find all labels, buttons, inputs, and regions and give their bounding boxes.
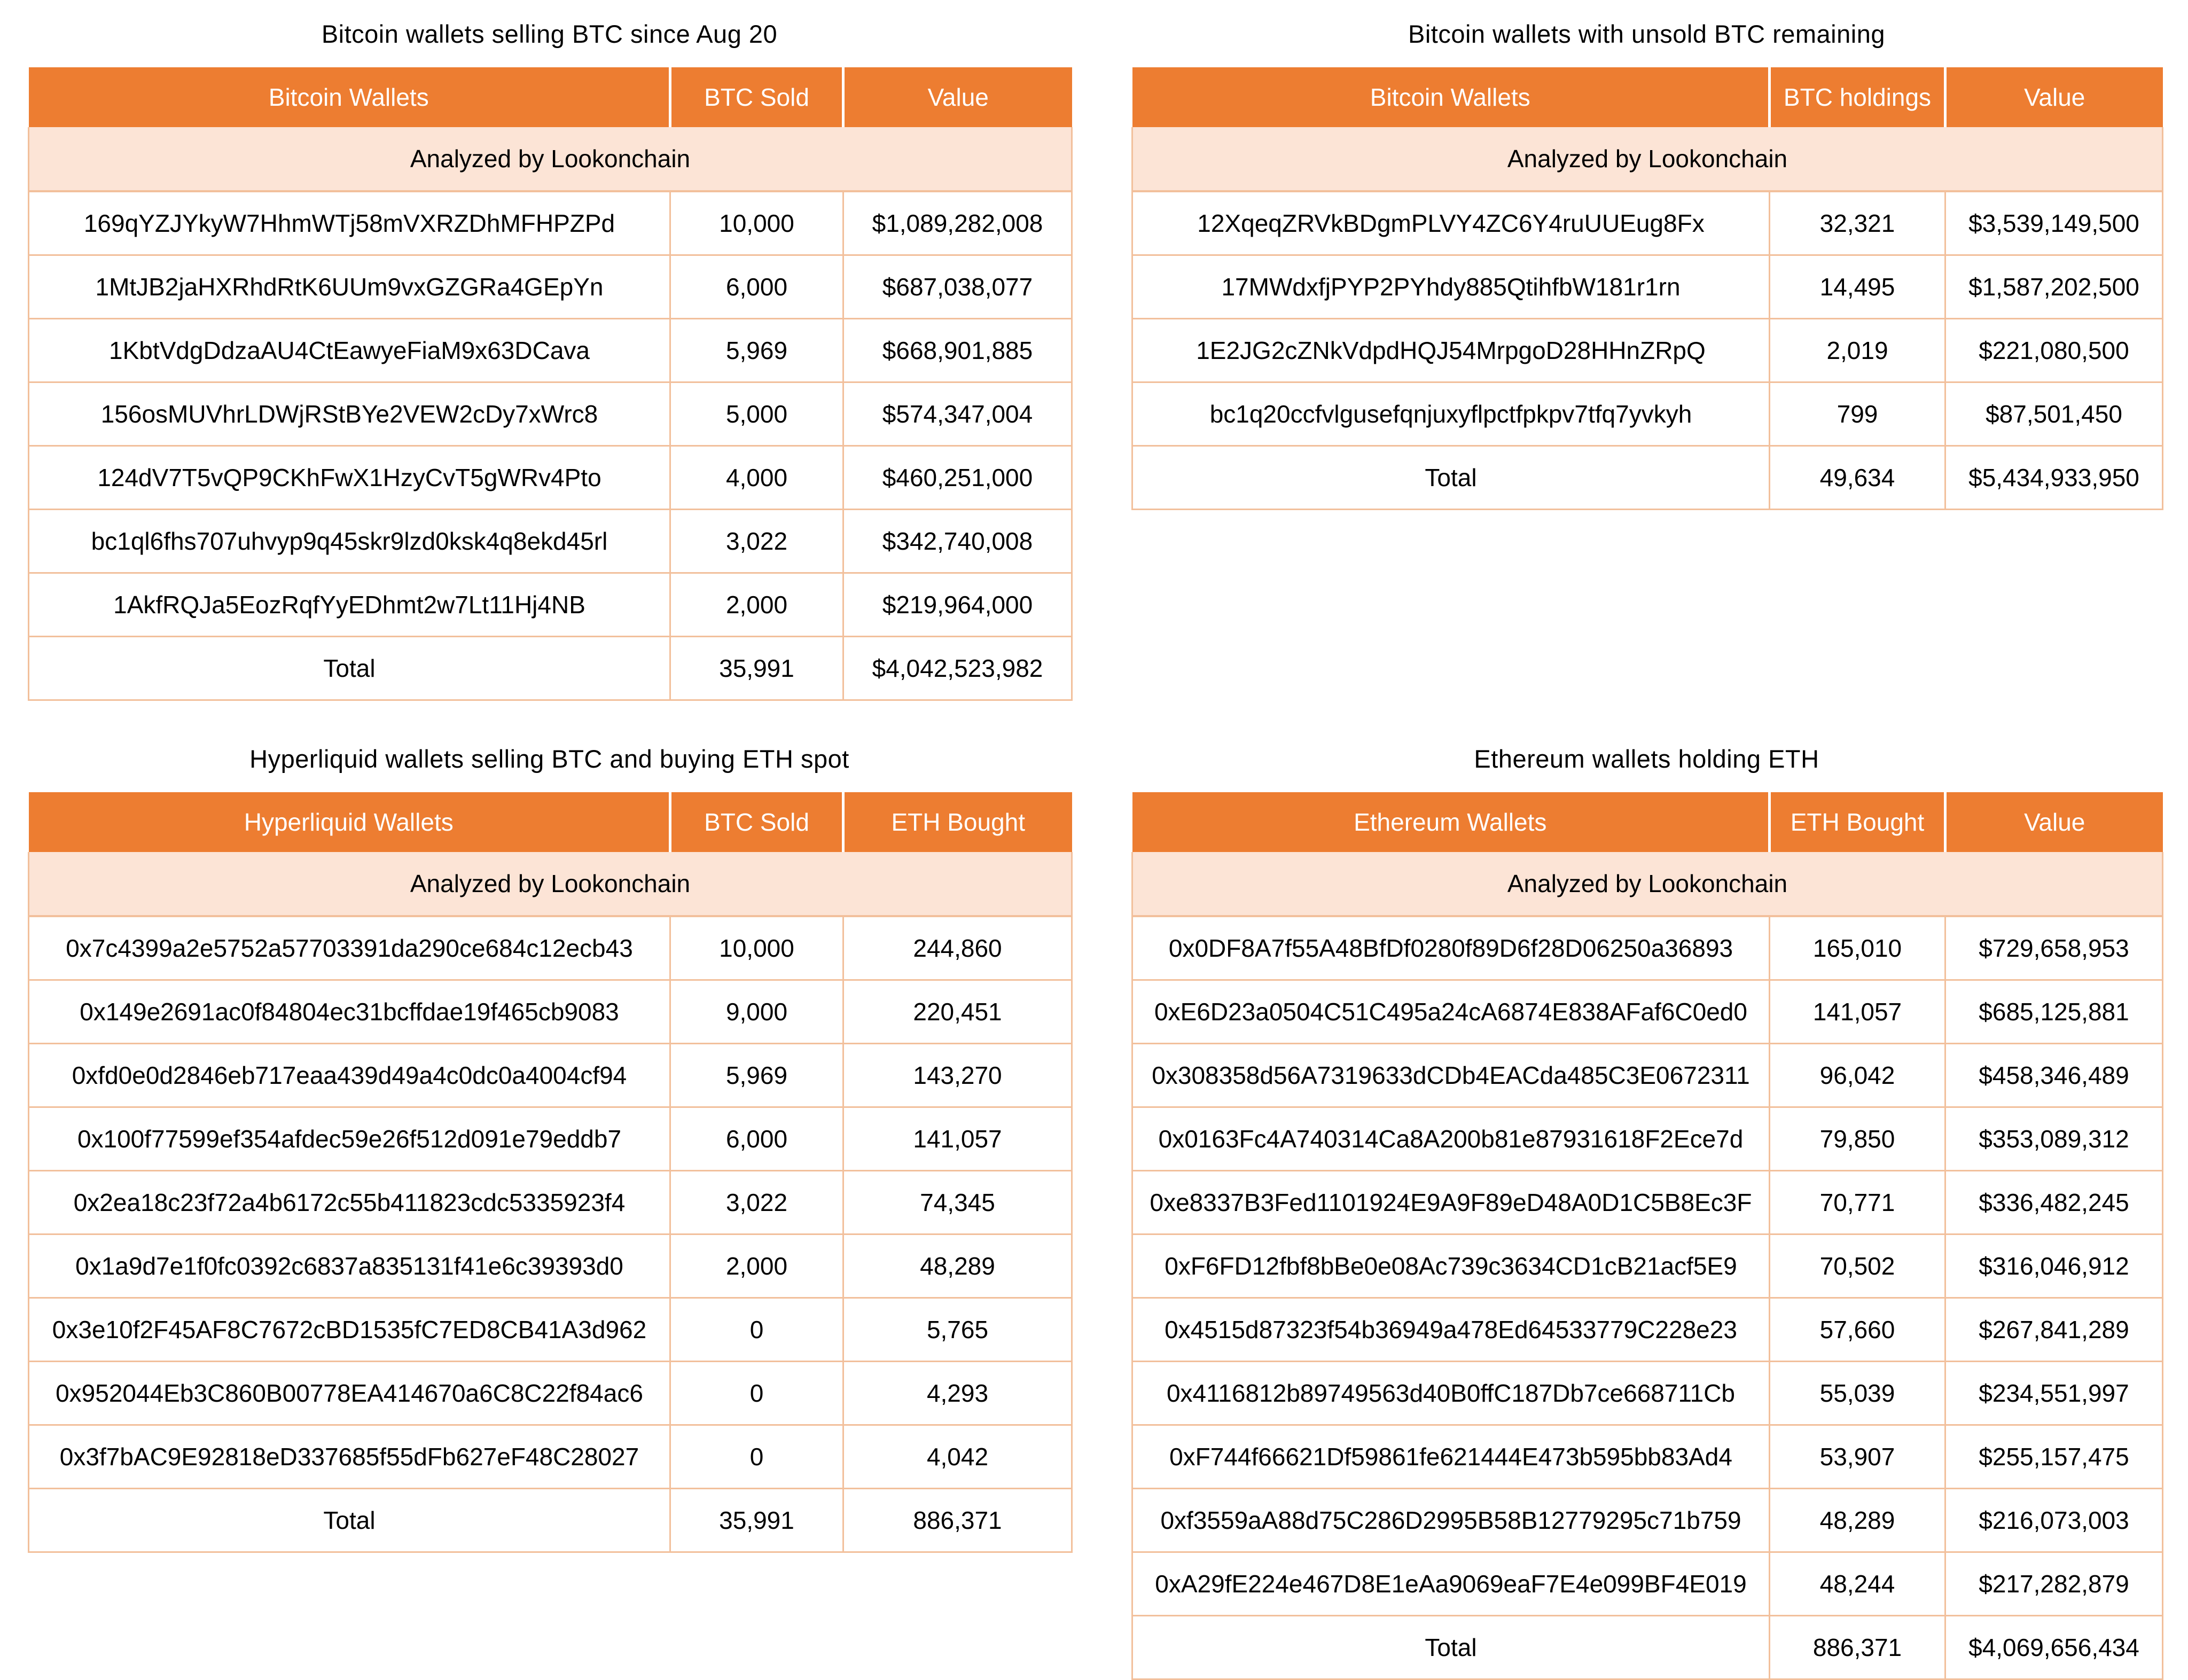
table-row bbox=[1132, 1234, 2163, 1298]
value-cell: 220,451 bbox=[843, 980, 1072, 1044]
wallet-address-cell: 12XqeqZRVkBDgmPLVY4ZC6Y4ruUUEug8Fx bbox=[1132, 191, 1770, 255]
analyzed-by-cell: Analyzed by Lookonchain bbox=[29, 852, 1072, 916]
wallet-address-cell: 1MtJB2jaHXRhdRtK6UUm9vxGZGRa4GEpYn bbox=[29, 255, 670, 319]
wallet-address-cell: 169qYZJYkyW7HhmWTj58mVXRZDhMFHPZPd bbox=[29, 191, 670, 255]
wallet-address-cell: bc1ql6fhs707uhvyp9q45skr9lzd0ksk4q8ekd45rl bbox=[29, 510, 670, 573]
value-cell: $336,482,245 bbox=[1945, 1171, 2163, 1234]
value-cell: $685,125,881 bbox=[1945, 980, 2163, 1044]
wallet-address-cell: 0x4515d87323f54b36949a478Ed64533779C228e23 bbox=[1132, 1298, 1770, 1362]
table-row bbox=[1132, 1298, 2163, 1362]
amount-cell: 141,057 bbox=[1770, 980, 1945, 1044]
wallet-address-cell: 0xF744f66621Df59861fe621444E473b595bb83Ad4 bbox=[1132, 1425, 1770, 1489]
value-cell: $353,089,312 bbox=[1945, 1107, 2163, 1171]
amount-cell: 6,000 bbox=[670, 255, 843, 319]
amount-cell: 9,000 bbox=[670, 980, 843, 1044]
table-row bbox=[29, 1234, 1072, 1298]
amount-cell: 5,000 bbox=[670, 382, 843, 446]
column-header-btc-sold: BTC Sold bbox=[670, 67, 843, 127]
column-header-value: Value bbox=[843, 67, 1072, 127]
table-row bbox=[1132, 191, 2163, 255]
total-row bbox=[1132, 446, 2163, 510]
total-label-cell: Total bbox=[29, 1489, 670, 1552]
column-header-btc-sold: BTC Sold bbox=[670, 792, 843, 852]
wallet-address-cell: 124dV7T5vQP9CKhFwX1HzyCvT5gWRv4Pto bbox=[29, 446, 670, 510]
value-cell: 5,765 bbox=[843, 1298, 1072, 1362]
table-row bbox=[1132, 916, 2163, 980]
table-row bbox=[29, 191, 1072, 255]
value-cell: $4,069,656,434 bbox=[1945, 1616, 2163, 1679]
total-row bbox=[29, 1489, 1072, 1552]
amount-cell: 70,502 bbox=[1770, 1234, 1945, 1298]
subheader-row bbox=[1132, 852, 2163, 916]
subheader-row bbox=[29, 127, 1072, 191]
value-cell: $4,042,523,982 bbox=[843, 637, 1072, 700]
wallet-address-cell: 0x1a9d7e1f0fc0392c6837a835131f41e6c39393d0 bbox=[29, 1234, 670, 1298]
table-hyperliquid bbox=[28, 792, 1073, 1553]
wallet-address-cell: 0x149e2691ac0f84804ec31bcffdae19f465cb9083 bbox=[29, 980, 670, 1044]
amount-cell: 4,000 bbox=[670, 446, 843, 510]
table-row bbox=[29, 1044, 1072, 1107]
amount-cell: 5,969 bbox=[670, 1044, 843, 1107]
table-block-btc-selling bbox=[28, 0, 1071, 701]
value-cell: $574,347,004 bbox=[843, 382, 1072, 446]
analyzed-by-cell: Analyzed by Lookonchain bbox=[29, 127, 1072, 191]
value-cell: $458,346,489 bbox=[1945, 1044, 2163, 1107]
wallet-address-cell: 1AkfRQJa5EozRqfYyEDhmt2w7Lt11Hj4NB bbox=[29, 573, 670, 637]
amount-cell: 70,771 bbox=[1770, 1171, 1945, 1234]
table-row bbox=[29, 446, 1072, 510]
table-title-btc-selling: Bitcoin wallets selling BTC since Aug 20 bbox=[321, 19, 778, 48]
column-header-wallets: Bitcoin Wallets bbox=[1132, 67, 1770, 127]
value-cell: $255,157,475 bbox=[1945, 1425, 2163, 1489]
table-title-hyperliquid: Hyperliquid wallets selling BTC and buying ETH spot bbox=[249, 744, 849, 773]
amount-cell: 886,371 bbox=[1770, 1616, 1945, 1679]
value-cell: $217,282,879 bbox=[1945, 1552, 2163, 1616]
column-header-wallets: Bitcoin Wallets bbox=[29, 67, 670, 127]
wallet-address-cell: 0xf3559aA88d75C286D2995B58B12779295c71b759 bbox=[1132, 1489, 1770, 1552]
amount-cell: 35,991 bbox=[670, 1489, 843, 1552]
column-header-value: Value bbox=[1945, 792, 2163, 852]
value-cell: $219,964,000 bbox=[843, 573, 1072, 637]
table-block-btc-unsold bbox=[1131, 0, 2162, 510]
amount-cell: 96,042 bbox=[1770, 1044, 1945, 1107]
subheader-row bbox=[1132, 127, 2163, 191]
value-cell: 141,057 bbox=[843, 1107, 1072, 1171]
amount-cell: 5,969 bbox=[670, 319, 843, 382]
wallet-address-cell: 1E2JG2cZNkVdpdHQJ54MrpgoD28HHnZRpQ bbox=[1132, 319, 1770, 382]
wallet-address-cell: 0x308358d56A7319633dCDb4EACda485C3E0672311 bbox=[1132, 1044, 1770, 1107]
amount-cell: 10,000 bbox=[670, 191, 843, 255]
table-block-hyperliquid bbox=[28, 725, 1071, 1553]
value-cell: 74,345 bbox=[843, 1171, 1072, 1234]
value-cell: $1,587,202,500 bbox=[1945, 255, 2163, 319]
header-row bbox=[29, 792, 1072, 852]
total-label-cell: Total bbox=[1132, 446, 1770, 510]
value-cell: $687,038,077 bbox=[843, 255, 1072, 319]
amount-cell: 0 bbox=[670, 1425, 843, 1489]
table-title-btc-unsold: Bitcoin wallets with unsold BTC remaining bbox=[1408, 19, 1885, 48]
wallet-address-cell: 0x3e10f2F45AF8C7672cBD1535fC7ED8CB41A3d962 bbox=[29, 1298, 670, 1362]
analyzed-by-cell: Analyzed by Lookonchain bbox=[1132, 852, 2163, 916]
table-row bbox=[29, 319, 1072, 382]
wallet-address-cell: 0x0DF8A7f55A48BfDf0280f89D6f28D06250a36893 bbox=[1132, 916, 1770, 980]
subheader-row bbox=[29, 852, 1072, 916]
amount-cell: 0 bbox=[670, 1298, 843, 1362]
analyzed-by-cell: Analyzed by Lookonchain bbox=[1132, 127, 2163, 191]
value-cell: $87,501,450 bbox=[1945, 382, 2163, 446]
amount-cell: 165,010 bbox=[1770, 916, 1945, 980]
amount-cell: 79,850 bbox=[1770, 1107, 1945, 1171]
wallet-address-cell: 1KbtVdgDdzaAU4CtEawyeFiaM9x63DCava bbox=[29, 319, 670, 382]
amount-cell: 3,022 bbox=[670, 510, 843, 573]
wallet-address-cell: 0xe8337B3Fed1101924E9A9F89eD48A0D1C5B8Ec3F bbox=[1132, 1171, 1770, 1234]
amount-cell: 32,321 bbox=[1770, 191, 1945, 255]
wallet-address-cell: 0x7c4399a2e5752a57703391da290ce684c12ecb43 bbox=[29, 916, 670, 980]
value-cell: $216,073,003 bbox=[1945, 1489, 2163, 1552]
table-row bbox=[29, 1171, 1072, 1234]
wallet-address-cell: 17MWdxfjPYP2PYhdy885QtihfbW181r1rn bbox=[1132, 255, 1770, 319]
wallet-address-cell: 0xE6D23a0504C51C495a24cA6874E838AFaf6C0ed0 bbox=[1132, 980, 1770, 1044]
wallet-address-cell: 0x100f77599ef354afdec59e26f512d091e79eddb7 bbox=[29, 1107, 670, 1171]
table-row bbox=[1132, 1362, 2163, 1425]
table-row bbox=[1132, 1425, 2163, 1489]
value-cell: $5,434,933,950 bbox=[1945, 446, 2163, 510]
amount-cell: 2,019 bbox=[1770, 319, 1945, 382]
table-row bbox=[1132, 1552, 2163, 1616]
header-row bbox=[1132, 67, 2163, 127]
table-row bbox=[1132, 1171, 2163, 1234]
wallet-address-cell: 0x0163Fc4A740314Ca8A200b81e87931618F2Ece7d bbox=[1132, 1107, 1770, 1171]
table-btc-unsold bbox=[1131, 67, 2163, 510]
amount-cell: 48,244 bbox=[1770, 1552, 1945, 1616]
value-cell: $342,740,008 bbox=[843, 510, 1072, 573]
value-cell: 4,293 bbox=[843, 1362, 1072, 1425]
table-row bbox=[1132, 980, 2163, 1044]
value-cell: 143,270 bbox=[843, 1044, 1072, 1107]
amount-cell: 3,022 bbox=[670, 1171, 843, 1234]
table-title-ethereum: Ethereum wallets holding ETH bbox=[1474, 744, 1819, 773]
table-row bbox=[1132, 255, 2163, 319]
table-row bbox=[29, 1425, 1072, 1489]
amount-cell: 10,000 bbox=[670, 916, 843, 980]
total-label-cell: Total bbox=[29, 637, 670, 700]
wallet-address-cell: 0x952044Eb3C860B00778EA414670a6C8C22f84ac6 bbox=[29, 1362, 670, 1425]
table-row bbox=[29, 916, 1072, 980]
value-cell: $1,089,282,008 bbox=[843, 191, 1072, 255]
column-header-eth-bought: ETH Bought bbox=[1770, 792, 1945, 852]
amount-cell: 55,039 bbox=[1770, 1362, 1945, 1425]
column-header-wallets: Hyperliquid Wallets bbox=[29, 792, 670, 852]
table-row bbox=[1132, 1489, 2163, 1552]
value-cell: 48,289 bbox=[843, 1234, 1072, 1298]
amount-cell: 35,991 bbox=[670, 637, 843, 700]
table-row bbox=[1132, 1107, 2163, 1171]
value-cell: 4,042 bbox=[843, 1425, 1072, 1489]
table-row bbox=[29, 1107, 1072, 1171]
value-cell: 244,860 bbox=[843, 916, 1072, 980]
amount-cell: 57,660 bbox=[1770, 1298, 1945, 1362]
amount-cell: 14,495 bbox=[1770, 255, 1945, 319]
amount-cell: 2,000 bbox=[670, 1234, 843, 1298]
wallet-address-cell: 0xfd0e0d2846eb717eaa439d49a4c0dc0a4004cf94 bbox=[29, 1044, 670, 1107]
table-btc-selling bbox=[28, 67, 1073, 701]
value-cell: $3,539,149,500 bbox=[1945, 191, 2163, 255]
amount-cell: 799 bbox=[1770, 382, 1945, 446]
amount-cell: 2,000 bbox=[670, 573, 843, 637]
value-cell: $267,841,289 bbox=[1945, 1298, 2163, 1362]
value-cell: $221,080,500 bbox=[1945, 319, 2163, 382]
table-row bbox=[29, 510, 1072, 573]
value-cell: $460,251,000 bbox=[843, 446, 1072, 510]
amount-cell: 0 bbox=[670, 1362, 843, 1425]
table-row bbox=[29, 382, 1072, 446]
table-row bbox=[1132, 382, 2163, 446]
table-row bbox=[29, 255, 1072, 319]
column-header-eth-bought: ETH Bought bbox=[843, 792, 1072, 852]
value-cell: 886,371 bbox=[843, 1489, 1072, 1552]
total-label-cell: Total bbox=[1132, 1616, 1770, 1679]
value-cell: $729,658,953 bbox=[1945, 916, 2163, 980]
wallet-address-cell: 0xF6FD12fbf8bBe0e08Ac739c3634CD1cB21acf5E9 bbox=[1132, 1234, 1770, 1298]
amount-cell: 48,289 bbox=[1770, 1489, 1945, 1552]
table-block-ethereum bbox=[1131, 725, 2162, 1680]
wallet-address-cell: 0xA29fE224e467D8E1eAa9069eaF7E4e099BF4E019 bbox=[1132, 1552, 1770, 1616]
value-cell: $668,901,885 bbox=[843, 319, 1072, 382]
amount-cell: 53,907 bbox=[1770, 1425, 1945, 1489]
table-row bbox=[1132, 319, 2163, 382]
value-cell: $316,046,912 bbox=[1945, 1234, 2163, 1298]
table-row bbox=[29, 573, 1072, 637]
header-row bbox=[29, 67, 1072, 127]
wallet-address-cell: 0x4116812b89749563d40B0ffC187Db7ce668711Cb bbox=[1132, 1362, 1770, 1425]
table-row bbox=[29, 1362, 1072, 1425]
wallet-address-cell: bc1q20ccfvlgusefqnjuxyflpctfpkpv7tfq7yvkyh bbox=[1132, 382, 1770, 446]
table-row bbox=[29, 980, 1072, 1044]
total-row bbox=[1132, 1616, 2163, 1679]
wallet-address-cell: 0x3f7bAC9E92818eD337685f55dFb627eF48C28027 bbox=[29, 1425, 670, 1489]
header-row bbox=[1132, 792, 2163, 852]
column-header-wallets: Ethereum Wallets bbox=[1132, 792, 1770, 852]
value-cell: $234,551,997 bbox=[1945, 1362, 2163, 1425]
amount-cell: 49,634 bbox=[1770, 446, 1945, 510]
column-header-value: Value bbox=[1945, 67, 2163, 127]
table-row bbox=[29, 1298, 1072, 1362]
table-ethereum bbox=[1131, 792, 2163, 1680]
total-row bbox=[29, 637, 1072, 700]
column-header-btc-holdings: BTC holdings bbox=[1770, 67, 1945, 127]
amount-cell: 6,000 bbox=[670, 1107, 843, 1171]
wallet-address-cell: 156osMUVhrLDWjRStBYe2VEW2cDy7xWrc8 bbox=[29, 382, 670, 446]
table-row bbox=[1132, 1044, 2163, 1107]
wallet-address-cell: 0x2ea18c23f72a4b6172c55b411823cdc5335923f4 bbox=[29, 1171, 670, 1234]
